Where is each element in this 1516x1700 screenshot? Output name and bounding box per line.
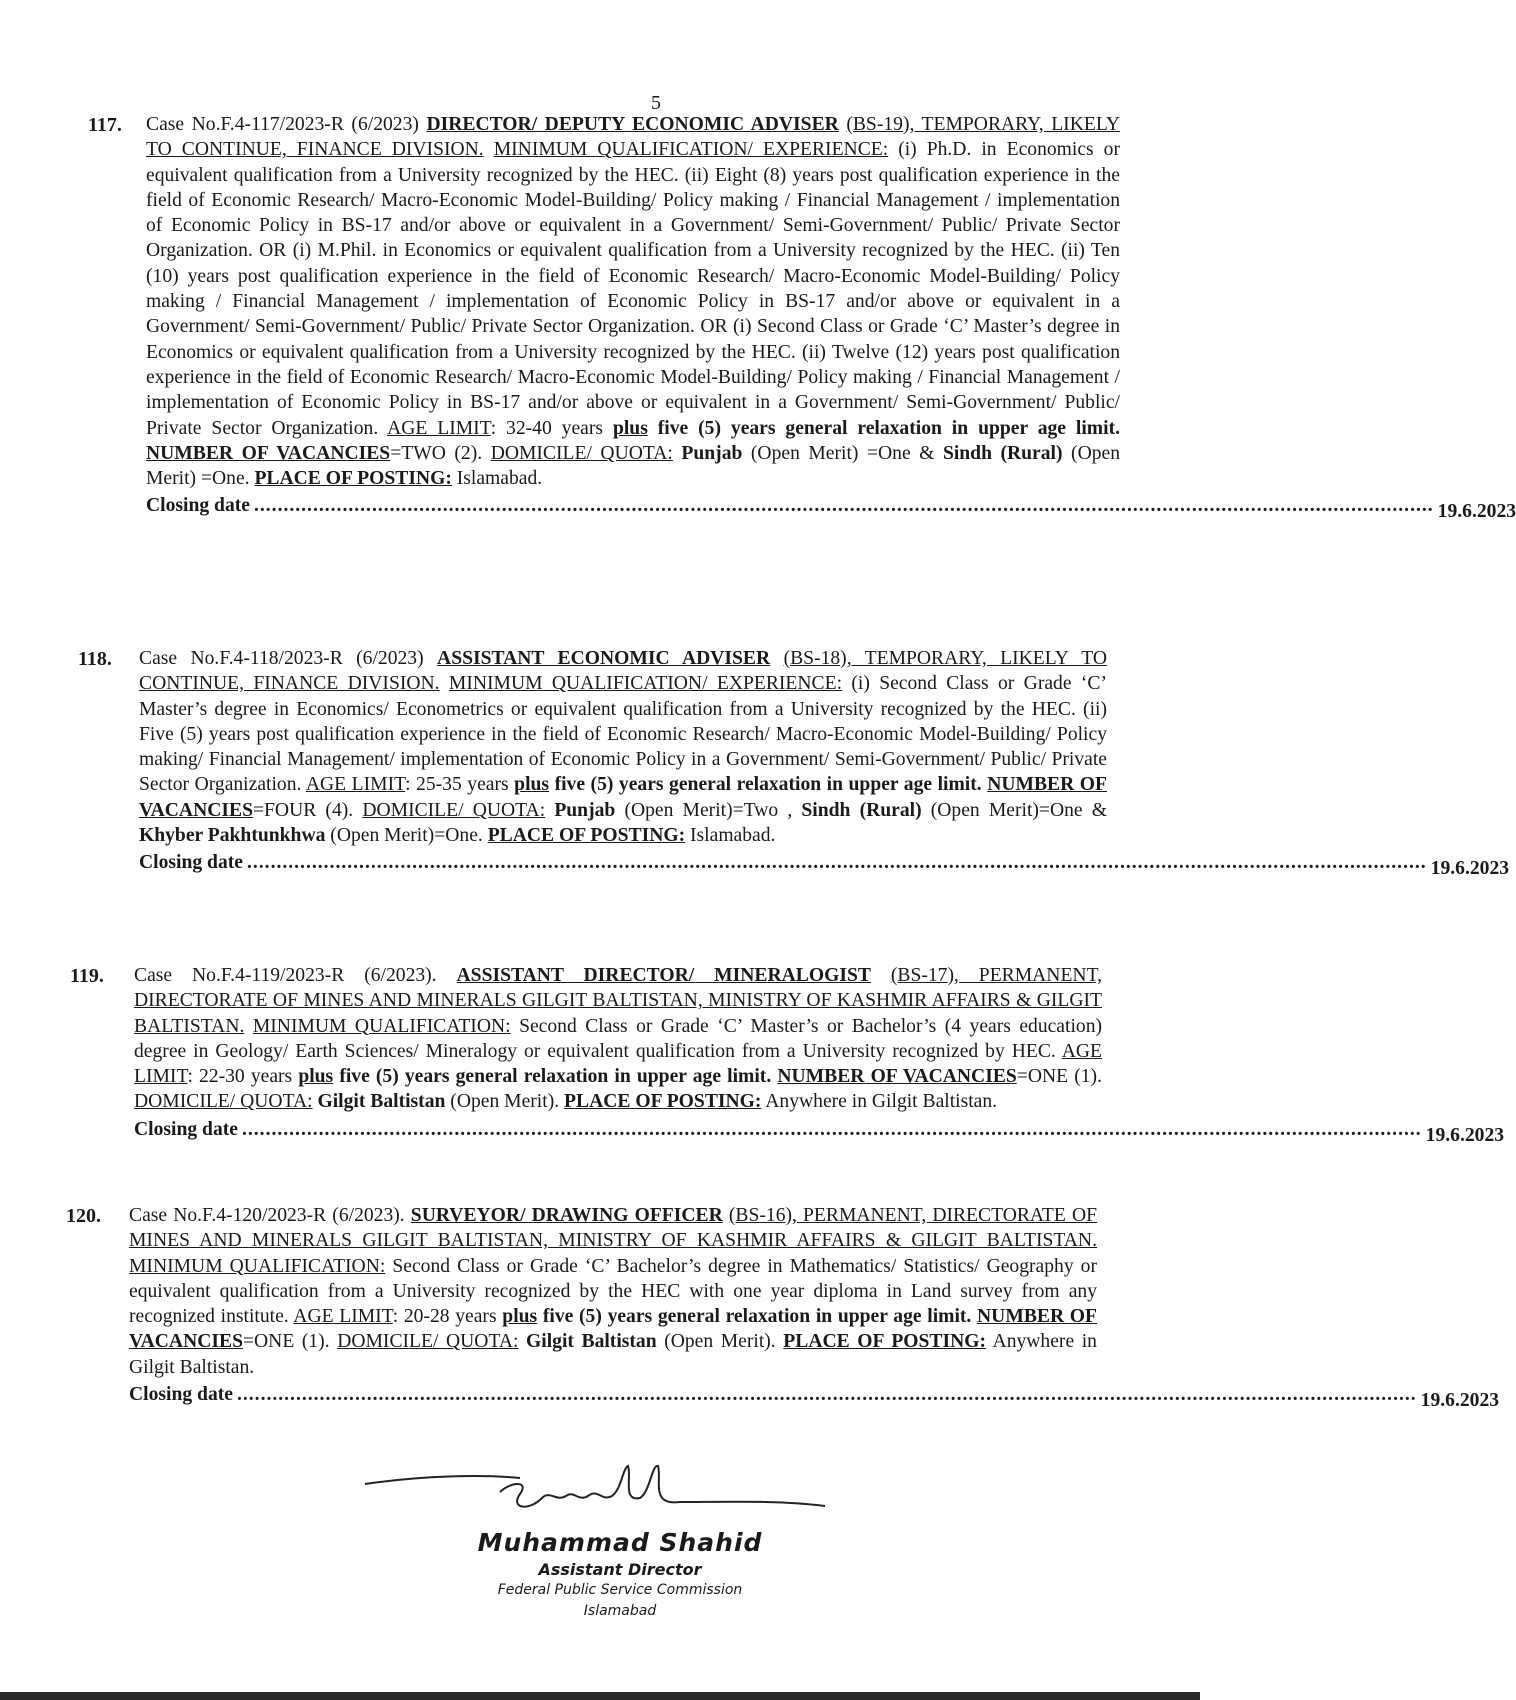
signatory-city: Islamabad: [583, 1603, 657, 1619]
grade-status: (BS-19), TEMPORARY, LIKELY TO CONTINUE, FINANCE DIVISION.: [146, 114, 1120, 161]
qualification-label: MINIMUM QUALIFICATION/ EXPERIENCE:: [493, 139, 889, 161]
closing-date-value: 19.6.2023: [1437, 501, 1516, 523]
case-text: [139, 646, 1107, 848]
vacancies-value: =TWO (2).: [390, 442, 483, 464]
domicile-label: DOMICILE/ QUOTA:: [362, 799, 546, 821]
quota-region: Sindh (Rural): [801, 799, 922, 821]
post-title: ASSISTANT DIRECTOR/ MINERALOGIST: [456, 965, 871, 986]
closing-date-label: Closing date: [146, 495, 250, 517]
case-number: 119.: [70, 965, 104, 987]
age-limit-label: AGE LIMIT: [134, 1040, 1102, 1088]
case-block: [129, 1203, 1500, 1412]
closing-date-row: [146, 493, 1516, 523]
quota-detail: (Open Merit)=Two ,: [615, 799, 802, 821]
age-limit-value: : 20-28 years: [392, 1306, 497, 1328]
domicile-label: DOMICILE/ QUOTA:: [337, 1331, 519, 1353]
case-number: 120.: [66, 1205, 101, 1227]
plus-word: plus: [502, 1306, 538, 1328]
case-block: [134, 963, 1505, 1146]
case-id: Case No.F.4-120/2023-R (6/2023).: [129, 1205, 405, 1226]
closing-date-label: Closing date: [134, 1118, 238, 1140]
quota-detail: (Open Merit).: [656, 1331, 776, 1353]
closing-date-label: Closing date: [139, 852, 243, 874]
signatory-name: Muhammad Shahid: [477, 1528, 763, 1557]
dot-leader: ........................................................................................................................................................................................................: [241, 1118, 1422, 1140]
case-id: Case No.F.4-118/2023-R (6/2023): [139, 648, 424, 669]
age-limit-label: AGE LIMIT: [293, 1306, 393, 1328]
qualification-label: MINIMUM QUALIFICATION:: [129, 1255, 386, 1277]
case-text: [134, 963, 1102, 1115]
closing-date-value: 19.6.2023: [1425, 1124, 1505, 1146]
plus-word: plus: [298, 1066, 334, 1088]
signatory-organization: Federal Public Service Commission: [497, 1582, 743, 1598]
quota-region: Gilgit Baltistan: [317, 1091, 446, 1113]
case-text: [146, 112, 1120, 491]
age-limit-label: AGE LIMIT: [305, 774, 406, 796]
closing-date-row: [139, 850, 1510, 880]
dot-leader: ........................................................................................................................................................................................................: [253, 495, 1434, 517]
plus-word: plus: [514, 774, 550, 796]
grade-status: (BS-16), PERMANENT, DIRECTORATE OF MINES AND MINERALS GILGIT BALTISTAN, MINISTRY OF KASHMIR AFFAIRS & GILGIT BALTISTAN.: [129, 1205, 1097, 1252]
quota-region: Gilgit Baltistan: [526, 1331, 657, 1353]
vacancies-label: NUMBER OF VACANCIES: [129, 1306, 1098, 1353]
age-limit-value: : 32-40 years: [490, 417, 604, 439]
posting-value: Anywhere in Gilgit Baltistan.: [761, 1091, 998, 1113]
case-block: [139, 646, 1510, 880]
quota-region: Sindh (Rural): [942, 442, 1063, 464]
scan-edge: [0, 1692, 1200, 1700]
posting-label: PLACE OF POSTING:: [564, 1091, 762, 1113]
grade-status: (BS-18), TEMPORARY, LIKELY TO CONTINUE, FINANCE DIVISION.: [139, 648, 1108, 695]
closing-date-label: Closing date: [129, 1384, 233, 1406]
quota-detail: (Open Merit).: [445, 1091, 560, 1113]
closing-date-value: 19.6.2023: [1420, 1390, 1500, 1412]
case-number: 118.: [78, 648, 112, 670]
qualification-text: (i) Second Class or Grade ‘C’ Master’s degree in Economics/ Econometrics or equivalent qualification from a University recognized by the HEC. (ii) Five (5) years post qualification experience in the field of Economic Research/ Macro-Economic Model-Building/ Policy making/ Financial Management/ implementation of Economic Policy in a Government/ Semi-Government/ Public/ Private Sector Organization.: [139, 673, 1107, 796]
age-relaxation: five (5) years general relaxation in upper age limit.: [657, 417, 1120, 439]
posting-value: Islamabad.: [451, 468, 543, 490]
quota-detail: (Open Merit) =One &: [742, 442, 943, 464]
signature-block: [360, 1462, 830, 1677]
case-block: [146, 112, 1516, 523]
case-id: Case No.F.4-117/2023-R (6/2023): [146, 114, 419, 135]
qualification-text: Second Class or Grade ‘C’ Master’s or Bachelor’s (4 years education) degree in Geology/ Earth Sciences/ Mineralogy or equivalent qualification from a University recognized by HEC.: [134, 1015, 1103, 1062]
vacancies-label: NUMBER OF VACANCIES: [139, 774, 1107, 821]
age-relaxation: five (5) years general relaxation in upper age limit.: [542, 1306, 972, 1328]
case-id: Case No.F.4-119/2023-R (6/2023).: [134, 965, 437, 986]
age-limit-label: AGE LIMIT: [387, 417, 491, 439]
vacancies-label: NUMBER OF VACANCIES: [777, 1066, 1017, 1088]
handwritten-signature: [360, 1462, 830, 1532]
qualification-text: (i) Ph.D. in Economics or equivalent qualification from a University recognized by the HEC. (ii) Eight (8) years post qualification experience in the field of Economic Research/ Macro-Economic Model-Building/ Policy making / Financial Management / implementation of Economic Policy in BS-17 and/or above or equivalent in a Government/ Semi-Government/ Public/ Private Sector Organization. OR (i) M.Phil. in Economics or equivalent qualification from a University recognized by the HEC. (ii) Ten (10) years post qualification experience in the field of Economic Research/ Macro-Economic Model-Building/ Policy making / Financial Management / implementation of Economic Policy in BS-17 and/or above or equivalent in a Government/ Semi-Government/ Public/ Private Sector Organization. OR (i) Second Class or Grade ‘C’ Master’s degree in Economics or equivalent qualification from a University recognized by the HEC. (ii) Twelve (12) years post qualification experience in the field of Economic Research/ Macro-Economic Model-Building/ Policy making / Financial Management / implementation of Economic Policy in BS-17 and/or above or equivalent in a Government/ Semi-Government/ Public/ Private Sector Organization.: [146, 139, 1120, 439]
case-text: [129, 1203, 1097, 1380]
vacancies-value: =FOUR (4).: [252, 799, 354, 821]
age-relaxation: five (5) years general relaxation in upper age limit.: [339, 1066, 772, 1088]
quota-detail: (Open Merit) =One.: [146, 442, 1121, 490]
posting-label: PLACE OF POSTING:: [254, 468, 452, 490]
quota-region: Khyber Pakhtunkhwa: [139, 825, 326, 847]
vacancies-label: NUMBER OF VACANCIES: [146, 442, 391, 464]
age-limit-value: : 22-30 years: [187, 1066, 293, 1088]
quota-detail: (Open Merit)=One &: [921, 799, 1107, 821]
closing-date-row: [129, 1382, 1500, 1412]
posting-label: PLACE OF POSTING:: [783, 1331, 987, 1353]
vacancies-value: =ONE (1).: [1016, 1066, 1102, 1088]
post-title: DIRECTOR/ DEPUTY ECONOMIC ADVISER: [426, 114, 839, 135]
closing-date-value: 19.6.2023: [1430, 858, 1510, 880]
posting-value: Islamabad.: [685, 825, 776, 847]
case-number: 117.: [88, 114, 122, 136]
quota-region: Punjab: [681, 442, 743, 464]
posting-value: Anywhere in Gilgit Baltistan.: [129, 1331, 1097, 1378]
qualification-text: Second Class or Grade ‘C’ Bachelor’s degree in Mathematics/ Statistics/ Geography or equivalent qualification from a University recognized by the HEC with one year diploma in Land survey from any recognized institute.: [129, 1255, 1097, 1328]
posting-label: PLACE OF POSTING:: [487, 825, 686, 847]
signatory-designation: Assistant Director: [538, 1560, 702, 1579]
qualification-label: MINIMUM QUALIFICATION:: [252, 1015, 511, 1037]
quota-region: Punjab: [554, 799, 616, 821]
quota-detail: (Open Merit)=One.: [325, 825, 483, 847]
post-title: ASSISTANT ECONOMIC ADVISER: [437, 648, 771, 669]
dot-leader: ........................................................................................................................................................................................................: [236, 1384, 1417, 1406]
vacancies-value: =ONE (1).: [242, 1331, 330, 1353]
post-title: SURVEYOR/ DRAWING OFFICER: [410, 1205, 723, 1226]
domicile-label: DOMICILE/ QUOTA:: [490, 442, 673, 464]
age-relaxation: five (5) years general relaxation in upper age limit.: [554, 774, 982, 796]
domicile-label: DOMICILE/ QUOTA:: [134, 1091, 313, 1113]
dot-leader: ........................................................................................................................................................................................................: [246, 852, 1427, 874]
closing-date-row: [134, 1117, 1505, 1146]
page-number: 5: [651, 92, 661, 114]
grade-status: (BS-17), PERMANENT, DIRECTORATE OF MINES AND MINERALS GILGIT BALTISTAN, MINISTRY OF KASHMIR AFFAIRS & GILGIT BALTISTAN.: [134, 965, 1102, 1037]
qualification-label: MINIMUM QUALIFICATION/ EXPERIENCE:: [448, 673, 843, 695]
age-limit-value: : 25-35 years: [405, 774, 509, 796]
plus-word: plus: [612, 417, 648, 439]
